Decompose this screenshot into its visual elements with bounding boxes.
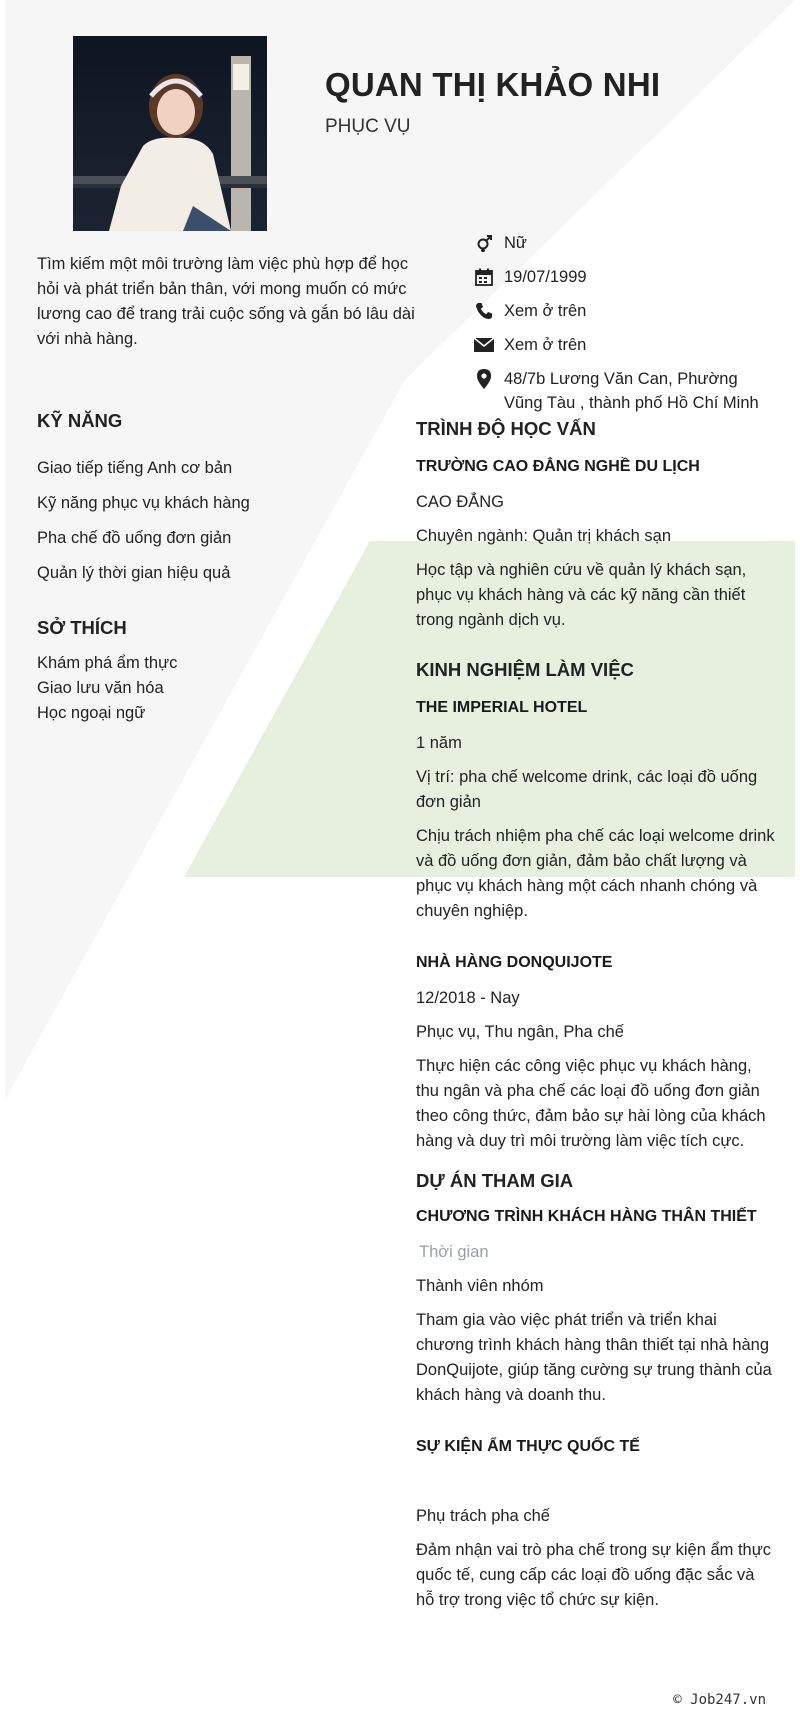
job-position: Phục vụ, Thu ngân, Pha chế <box>416 1023 624 1041</box>
hobbies-list <box>37 651 177 726</box>
footer-credit: © Job247.vn <box>673 1692 766 1708</box>
calendar-icon <box>472 265 496 289</box>
gender-icon <box>472 231 496 255</box>
company-name: NHÀ HÀNG DONQUIJOTE <box>416 954 613 971</box>
job-period: 12/2018 - Nay <box>416 989 520 1007</box>
birthday-value: 19/07/1999 <box>504 268 587 286</box>
project-name: CHƯƠNG TRÌNH KHÁCH HÀNG THÂN THIẾT <box>416 1208 757 1225</box>
skill-item: Giao tiếp tiếng Anh cơ bản <box>37 459 233 477</box>
contact-gender <box>472 231 772 255</box>
project-description: Đảm nhận vai trò pha chế trong sự kiện ẩm thực quốc tế, cung cấp các loại đồ uống đặc sắc và hỗ trợ trong việc tổ chức sự kiện. <box>416 1541 772 1609</box>
career-objective: Tìm kiếm một môi trường làm việc phù hợp để học hỏi và phát triển bản thân, với mong muốn có mức lương cao để trang trải cuộc sống và gắn bó lâu dài với nhà hàng. <box>37 255 415 348</box>
projects-heading: DỰ ÁN THAM GIA <box>416 1170 574 1191</box>
hobby-item: Giao lưu văn hóa <box>37 679 164 697</box>
job-description: Chịu trách nhiệm pha chế các loại welcome drink và đồ uống đơn giản, đảm bảo chất lượng và phục vụ khách hàng một cách nhanh chóng và chuyên nghiệp. <box>416 827 775 920</box>
candidate-name: QUAN THỊ KHẢO NHI <box>325 66 661 103</box>
phone-icon <box>472 299 496 323</box>
job-description: Thực hiện các công việc phục vụ khách hàng, thu ngân và pha chế các loại đồ uống đơn giản theo công thức, đảm bảo sự hài lòng của khách hàng và duy trì môi trường làm việc tích cực. <box>416 1057 766 1150</box>
email-value: Xem ở trên <box>504 336 587 354</box>
project-description: Tham gia vào việc phát triển và triển khai chương trình khách hàng thân thiết tại nhà hàng DonQuijote, giúp tăng cường sự trung thành của khách hàng và doanh thu. <box>416 1311 772 1404</box>
project-time: Thời gian <box>419 1243 489 1261</box>
job-title: PHỤC VỤ <box>325 116 411 137</box>
skills-heading: KỸ NĂNG <box>37 410 123 431</box>
project-entry <box>416 1208 776 1408</box>
contact-birthday <box>472 265 772 289</box>
project-role: Phụ trách pha chế <box>416 1507 550 1525</box>
contact-info <box>472 231 772 425</box>
main-column <box>416 418 776 1629</box>
education-description: Học tập và nghiên cứu về quản lý khách sạn, phục vụ khách hàng và các kỹ năng cần thiết trong ngành dịch vụ. <box>416 561 747 629</box>
education-level: CAO ĐẲNG <box>416 493 505 511</box>
project-role: Thành viên nhóm <box>416 1277 544 1295</box>
email-icon <box>472 333 496 357</box>
experience-entry <box>416 699 776 924</box>
location-pin-icon <box>472 367 496 391</box>
address-value: 48/7b Lương Văn Can, Phường Vũng Tàu , thành phố Hồ Chí Minh <box>504 370 759 412</box>
project-name: SỰ KIỆN ẨM THỰC QUỐC TẾ <box>416 1438 640 1455</box>
contact-address <box>472 367 772 415</box>
avatar <box>73 36 267 231</box>
phone-value: Xem ở trên <box>504 302 587 320</box>
hobby-item: Học ngoại ngữ <box>37 704 146 722</box>
education-heading: TRÌNH ĐỘ HỌC VẤN <box>416 418 596 439</box>
job-position: Vị trí: pha chế welcome drink, các loại đồ uống đơn giản <box>416 768 758 811</box>
project-entry <box>416 1438 776 1613</box>
gender-value: Nữ <box>504 234 527 252</box>
skill-item: Quản lý thời gian hiệu quả <box>37 564 231 582</box>
education-major: Chuyên ngành: Quản trị khách sạn <box>416 527 672 545</box>
school-name: TRƯỜNG CAO ĐẲNG NGHỀ DU LỊCH <box>416 458 700 475</box>
job-period: 1 năm <box>416 734 462 752</box>
company-name: THE IMPERIAL HOTEL <box>416 699 588 716</box>
experience-heading: KINH NGHIỆM LÀM VIỆC <box>416 659 634 680</box>
skills-list <box>37 451 250 591</box>
experience-entry <box>416 954 776 1154</box>
project-time <box>416 1470 776 1495</box>
profile-photo <box>73 36 267 231</box>
skill-item: Pha chế đồ uống đơn giản <box>37 529 232 547</box>
hobby-item: Khám phá ẩm thực <box>37 654 178 672</box>
education-entry <box>416 458 776 633</box>
hobbies-heading: SỞ THÍCH <box>37 617 127 638</box>
contact-phone <box>472 299 772 323</box>
contact-email <box>472 333 772 357</box>
skill-item: Kỹ năng phục vụ khách hàng <box>37 494 250 512</box>
